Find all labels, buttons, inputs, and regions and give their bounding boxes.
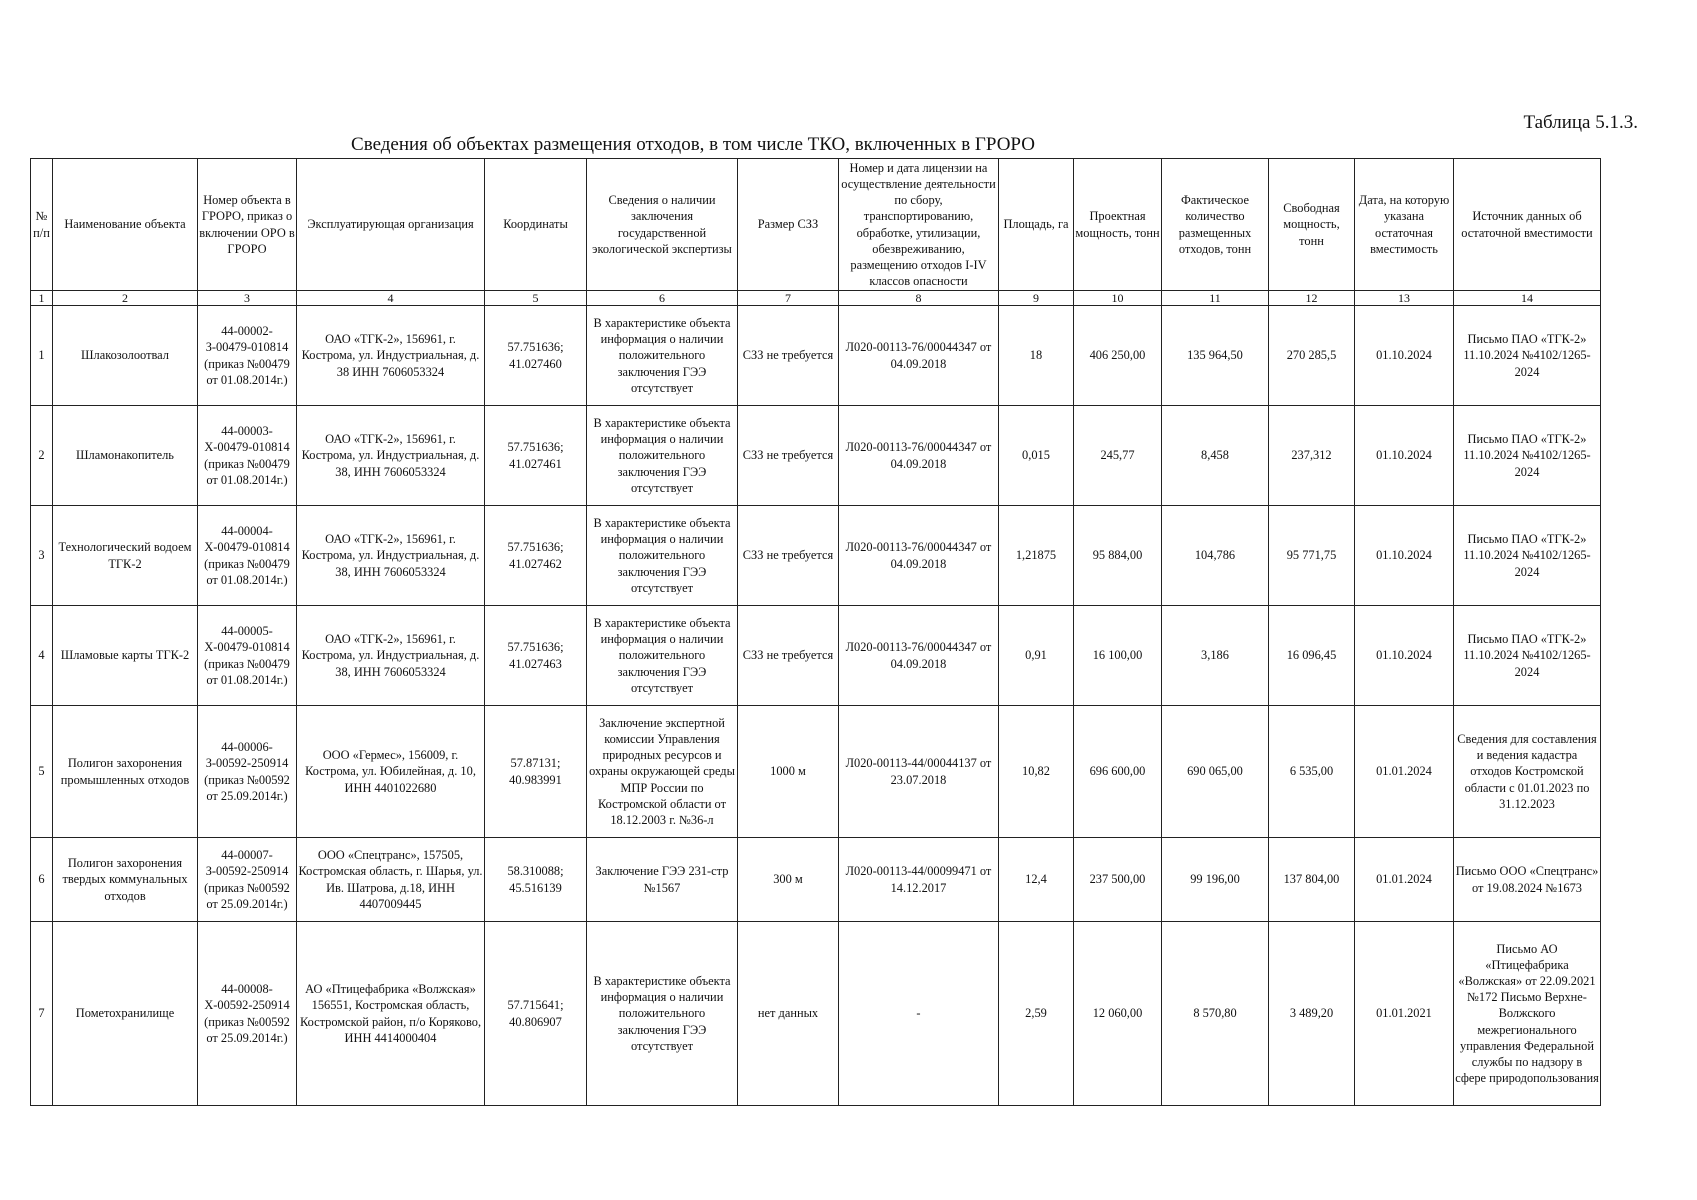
table-cell: 57.751636; 41.027462 xyxy=(485,506,587,606)
column-number: 11 xyxy=(1162,291,1269,306)
column-header: Свободная мощность, тонн xyxy=(1269,159,1355,291)
table-cell: В характеристике объекта информация о наличии положительного заключения ГЭЭ отсутствует xyxy=(587,406,738,506)
table-cell: 57.87131; 40.983991 xyxy=(485,706,587,838)
table-cell: 01.10.2024 xyxy=(1355,306,1454,406)
column-header: Площадь, га xyxy=(999,159,1074,291)
table-cell: Л020-00113-76/00044347 от 04.09.2018 xyxy=(839,506,999,606)
table-cell: 95 771,75 xyxy=(1269,506,1355,606)
table-cell: 135 964,50 xyxy=(1162,306,1269,406)
table-cell: 12,4 xyxy=(999,838,1074,922)
table-cell: В характеристике объекта информация о наличии положительного заключения ГЭЭ отсутствует xyxy=(587,306,738,406)
table-cell: 2,59 xyxy=(999,922,1074,1106)
table-row xyxy=(31,506,1601,606)
table-cell: СЗЗ не требуется xyxy=(738,306,839,406)
table-cell: 3 xyxy=(31,506,53,606)
table-cell: 2 xyxy=(31,406,53,506)
document-title: Сведения об объектах размещения отходов, в том числе ТКО, включенных в ГРОРО xyxy=(351,134,1035,155)
table-cell: 0,91 xyxy=(999,606,1074,706)
table-cell: 1000 м xyxy=(738,706,839,838)
column-number: 6 xyxy=(587,291,738,306)
column-header: Эксплуатирующая организация xyxy=(297,159,485,291)
table-cell: В характеристике объекта информация о наличии положительного заключения ГЭЭ отсутствует xyxy=(587,922,738,1106)
table-cell: 104,786 xyxy=(1162,506,1269,606)
table-cell: 300 м xyxy=(738,838,839,922)
table-cell: 01.10.2024 xyxy=(1355,606,1454,706)
table-cell: 01.01.2024 xyxy=(1355,838,1454,922)
column-number: 12 xyxy=(1269,291,1355,306)
column-header: Координаты xyxy=(485,159,587,291)
table-cell: 57.751636; 41.027460 xyxy=(485,306,587,406)
table-cell: 7 xyxy=(31,922,53,1106)
table-cell: 270 285,5 xyxy=(1269,306,1355,406)
table-cell: 44-00005-Х-00479-010814 (приказ №00479 от 01.08.2014г.) xyxy=(198,606,297,706)
column-header: Фактическое количество размещенных отходов, тонн xyxy=(1162,159,1269,291)
table-cell: 95 884,00 xyxy=(1074,506,1162,606)
column-number: 9 xyxy=(999,291,1074,306)
table-cell: 245,77 xyxy=(1074,406,1162,506)
table-cell: Заключение ГЭЭ 231-стр №1567 xyxy=(587,838,738,922)
column-header: № п/п xyxy=(31,159,53,291)
table-cell: 237,312 xyxy=(1269,406,1355,506)
table-cell: АО «Птицефабрика «Волжская» 156551, Костромская область, Костромской район, п/о Коряково, ИНН 4414000404 xyxy=(297,922,485,1106)
table-cell: ООО «Гермес», 156009, г. Кострома, ул. Юбилейная, д. 10, ИНН 4401022680 xyxy=(297,706,485,838)
table-cell: 57.751636; 41.027463 xyxy=(485,606,587,706)
table-cell: 8 570,80 xyxy=(1162,922,1269,1106)
table-cell: 10,82 xyxy=(999,706,1074,838)
table-cell: 3 489,20 xyxy=(1269,922,1355,1106)
table-cell: ООО «Спецтранс», 157505, Костромская область, г. Шарья, ул. Ив. Шатрова, д.18, ИНН 4407009445 xyxy=(297,838,485,922)
table-cell: 237 500,00 xyxy=(1074,838,1162,922)
table-cell: ОАО «ТГК-2», 156961, г. Кострома, ул. Индустриальная, д. 38, ИНН 7606053324 xyxy=(297,406,485,506)
table-cell: Шламовые карты ТГК-2 xyxy=(53,606,198,706)
column-header: Номер и дата лицензии на осуществление деятельности по сбору, транспортированию, обработке, утилизации, обезвреживанию, размещению отходов I-IV классов опасности xyxy=(839,159,999,291)
table-cell: Технологический водоем ТГК-2 xyxy=(53,506,198,606)
table-cell: СЗЗ не требуется xyxy=(738,606,839,706)
table-cell: 44-00007-З-00592-250914 (приказ №00592 от 25.09.2014г.) xyxy=(198,838,297,922)
table-cell: 3,186 xyxy=(1162,606,1269,706)
table-row xyxy=(31,922,1601,1106)
table-cell: Письмо ПАО «ТГК-2» 11.10.2024 №4102/1265-2024 xyxy=(1454,506,1601,606)
table-cell: 696 600,00 xyxy=(1074,706,1162,838)
table-cell: Письмо ПАО «ТГК-2» 11.10.2024 №4102/1265-2024 xyxy=(1454,406,1601,506)
table-cell: 01.10.2024 xyxy=(1355,506,1454,606)
table-cell: Л020-00113-76/00044347 от 04.09.2018 xyxy=(839,406,999,506)
column-number: 13 xyxy=(1355,291,1454,306)
table-cell: 44-00006-З-00592-250914 (приказ №00592 от 25.09.2014г.) xyxy=(198,706,297,838)
column-header: Сведения о наличии заключения государственной экологической экспертизы xyxy=(587,159,738,291)
column-header: Наименование объекта xyxy=(53,159,198,291)
table-cell: Сведения для составления и ведения кадастра отходов Костромской области с 01.01.2023 по 31.12.2023 xyxy=(1454,706,1601,838)
column-number: 14 xyxy=(1454,291,1601,306)
table-cell: 44-00002-З-00479-010814 (приказ №00479 от 01.08.2014г.) xyxy=(198,306,297,406)
column-header: Размер СЗЗ xyxy=(738,159,839,291)
table-cell: 0,015 xyxy=(999,406,1074,506)
table-cell: ОАО «ТГК-2», 156961, г. Кострома, ул. Индустриальная, д. 38, ИНН 7606053324 xyxy=(297,506,485,606)
table-row xyxy=(31,306,1601,406)
column-header: Номер объекта в ГРОРО, приказ о включении ОРО в ГРОРО xyxy=(198,159,297,291)
table-cell: 690 065,00 xyxy=(1162,706,1269,838)
table-cell: 99 196,00 xyxy=(1162,838,1269,922)
table-cell: 6 xyxy=(31,838,53,922)
table-cell: 18 xyxy=(999,306,1074,406)
column-number-row xyxy=(31,291,1601,306)
table-cell: Полигон захоронения твердых коммунальных отходов xyxy=(53,838,198,922)
table-cell: СЗЗ не требуется xyxy=(738,406,839,506)
table-cell: Л020-00113-44/00044137 от 23.07.2018 xyxy=(839,706,999,838)
table-cell: Письмо ПАО «ТГК-2» 11.10.2024 №4102/1265-2024 xyxy=(1454,606,1601,706)
table-cell: 16 100,00 xyxy=(1074,606,1162,706)
column-number: 4 xyxy=(297,291,485,306)
table-cell: 8,458 xyxy=(1162,406,1269,506)
table-cell: 01.01.2021 xyxy=(1355,922,1454,1106)
table-cell: Письмо АО «Птицефабрика «Волжская» от 22.09.2021 №172 Письмо Верхне-Волжского межрегионального управления Федеральной службы по надзору в сфере природопользования xyxy=(1454,922,1601,1106)
column-number: 10 xyxy=(1074,291,1162,306)
column-number: 7 xyxy=(738,291,839,306)
table-cell: Письмо ПАО «ТГК-2» 11.10.2024 №4102/1265-2024 xyxy=(1454,306,1601,406)
table-cell: В характеристике объекта информация о наличии положительного заключения ГЭЭ отсутствует xyxy=(587,606,738,706)
table-cell: 6 535,00 xyxy=(1269,706,1355,838)
table-row xyxy=(31,406,1601,506)
table-cell: 1,21875 xyxy=(999,506,1074,606)
table-cell: 44-00003-Х-00479-010814 (приказ №00479 от 01.08.2014г.) xyxy=(198,406,297,506)
table-cell: В характеристике объекта информация о наличии положительного заключения ГЭЭ отсутствует xyxy=(587,506,738,606)
table-cell: ОАО «ТГК-2», 156961, г. Кострома, ул. Индустриальная, д. 38, ИНН 7606053324 xyxy=(297,606,485,706)
table-cell: нет данных xyxy=(738,922,839,1106)
column-header: Источник данных об остаточной вместимости xyxy=(1454,159,1601,291)
table-number-label: Таблица 5.1.3. xyxy=(1523,112,1638,133)
table-cell: Л020-00113-44/00099471 от 14.12.2017 xyxy=(839,838,999,922)
table-cell: 44-00004-Х-00479-010814 (приказ №00479 от 01.08.2014г.) xyxy=(198,506,297,606)
table-cell: 4 xyxy=(31,606,53,706)
table-cell: Письмо ООО «Спецтранс» от 19.08.2024 №1673 xyxy=(1454,838,1601,922)
table-cell: Пометохранилище xyxy=(53,922,198,1106)
column-number: 8 xyxy=(839,291,999,306)
table-cell: 57.715641; 40.806907 xyxy=(485,922,587,1106)
table-cell: 16 096,45 xyxy=(1269,606,1355,706)
table-cell: 57.751636; 41.027461 xyxy=(485,406,587,506)
column-number: 2 xyxy=(53,291,198,306)
table-cell: Шламонакопитель xyxy=(53,406,198,506)
table-cell: Л020-00113-76/00044347 от 04.09.2018 xyxy=(839,306,999,406)
table-cell: Л020-00113-76/00044347 от 04.09.2018 xyxy=(839,606,999,706)
table-cell: 01.01.2024 xyxy=(1355,706,1454,838)
table-cell: 137 804,00 xyxy=(1269,838,1355,922)
table-row xyxy=(31,838,1601,922)
header-row xyxy=(31,159,1601,291)
table-cell: 5 xyxy=(31,706,53,838)
table-cell: 01.10.2024 xyxy=(1355,406,1454,506)
waste-facilities-table xyxy=(30,158,1601,1106)
table-cell: Полигон захоронения промышленных отходов xyxy=(53,706,198,838)
column-number: 1 xyxy=(31,291,53,306)
column-header: Дата, на которую указана остаточная вместимость xyxy=(1355,159,1454,291)
table-cell: ОАО «ТГК-2», 156961, г. Кострома, ул. Индустриальная, д. 38 ИНН 7606053324 xyxy=(297,306,485,406)
column-number: 5 xyxy=(485,291,587,306)
table-cell: СЗЗ не требуется xyxy=(738,506,839,606)
table-row xyxy=(31,606,1601,706)
table-cell: 406 250,00 xyxy=(1074,306,1162,406)
table-cell: Заключение экспертной комиссии Управления природных ресурсов и охраны окружающей среды МПР России по Костромской области от 18.12.2003 г. №36-л xyxy=(587,706,738,838)
table-cell: 1 xyxy=(31,306,53,406)
table-row xyxy=(31,706,1601,838)
table-cell: 58.310088; 45.516139 xyxy=(485,838,587,922)
table-cell: 44-00008-Х-00592-250914 (приказ №00592 от 25.09.2014г.) xyxy=(198,922,297,1106)
column-header: Проектная мощность, тонн xyxy=(1074,159,1162,291)
table-cell: Шлакозолоотвал xyxy=(53,306,198,406)
column-number: 3 xyxy=(198,291,297,306)
table-cell: 12 060,00 xyxy=(1074,922,1162,1106)
table-cell: - xyxy=(839,922,999,1106)
